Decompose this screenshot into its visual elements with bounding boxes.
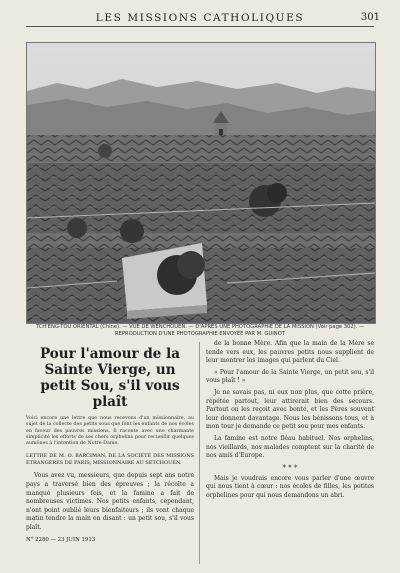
article-title: Pour l'amour de la Sainte Vierge, un petit Sou, s'il vous plaît xyxy=(40,346,180,410)
city-photograph xyxy=(26,42,376,324)
paragraph: Vous avez vu, messieurs, que depuis sept ans notre pays a traversé bien des épreuves ; la récolte a manqué plusieurs fois, et la famine a fait de nombreuses victimes. Nos petits enfants, cependant, n'ont point oublié leurs bienfaiteurs ; ils vont chaque matin tendre la main en disant : un petit sou, s'il vous plaît. xyxy=(26,472,194,532)
left-body xyxy=(26,472,194,532)
paragraph: « Pour l'amour de la Sainte Vierge, un petit sou, s'il vous plaît ! » xyxy=(206,368,374,385)
section-stars: * * * xyxy=(282,463,298,472)
photo-caption: TCH'ENG-TOU ORIENTAL (Chine). — VUE DE WENCHOUEN. — D'APRÈS UNE PHOTOGRAPHIE DE LA MISSION (Voir page 302). — REPRODUCTION D'UNE PHOTOGRAPHIE ENVOYÉE PAR M. GUINOT xyxy=(35,324,365,337)
paragraph: de la bonne Mère. Afin que la main de la Mère se tende vers eux, les pauvres petits nous supplient de leur montrer les images qui parlent du Ciel. xyxy=(206,340,374,365)
header-rule xyxy=(26,26,374,27)
left-column xyxy=(26,340,194,543)
paragraph: La famine est notre fléau habituel. Nos orphelins, nos vieillards, nos malades comptent sur la charité de nos amis d'Europe. xyxy=(206,434,374,460)
paragraph: Mais je voudrais encore vous parler d'une œuvre qui nous tient à cœur : nos écoles de filles, les petites orphelines pour qui nous demandons un abri. xyxy=(206,474,374,499)
article-intro: Voici encore une lettre que nous recevons d'un missionnaire, au sujet de la collecte des petits sous que font les enfants de nos écoles en faveur des pauvres missions. Il raconte avec une charmante simplicité les efforts de ses chers orphelins pour recueillir quelques aumônes à l'intention de Notre-Dame. xyxy=(26,416,194,447)
paragraph: Je ne savais pas, ni eux non plus, que cette prière, répétée partout, leur attirerait bien des secours. Partout on les reçoit avec bonté, et les Pères souvent leur donnent davantage. Nous les bénissons tous, et à mon tour je demande ce petit sou pour mes enfants. xyxy=(206,388,374,431)
issue-line: N° 2280 — 23 JUIN 1913 xyxy=(26,536,96,543)
right-body xyxy=(206,340,374,501)
right-column xyxy=(206,340,374,504)
running-title: LES MISSIONS CATHOLIQUES xyxy=(95,12,305,24)
page-number: 301 xyxy=(360,12,380,23)
column-divider xyxy=(199,342,200,564)
letter-heading: LETTRE DE M. O. BARCIMAN, DE LA SOCIÉTÉ DES MISSIONS ÉTRANGÈRES DE PARIS, MISSIONNAIRE AU SETCHOUEN. xyxy=(26,453,194,466)
